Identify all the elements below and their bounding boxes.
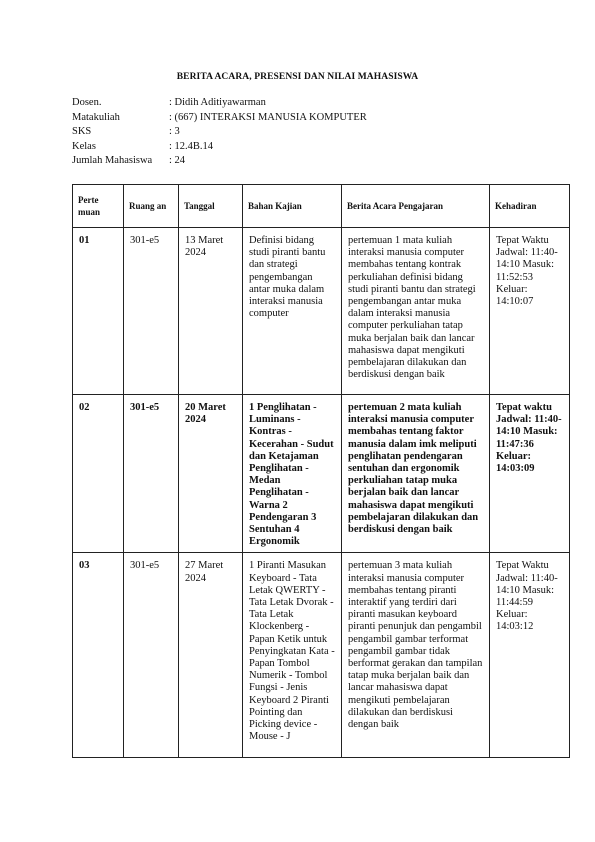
- table-header-row: [73, 185, 570, 228]
- cell-tanggal: 27 Maret 2024: [179, 553, 243, 758]
- info-label: Dosen.: [72, 97, 102, 108]
- info-label: Kelas: [72, 140, 96, 152]
- cell-berita-acara: pertemuan 2 mata kuliah interaksi manusia computer membahas tentang faktor manusia dalam imk meliputi penglihatan pendengaran sentuhan dan ergonomik perkuliahan tatap muka berjalan baik dan lancar mahasiswa dapat mengikuti pembelajaran dilakukan dan berdiskusi dengan baik: [342, 395, 490, 553]
- info-row-kelas: [72, 140, 367, 155]
- cell-pertemuan: 01: [73, 228, 124, 395]
- cell-pertemuan: 03: [73, 553, 124, 758]
- cell-pertemuan: 02: [73, 395, 124, 553]
- attendance-table: [72, 184, 570, 758]
- cell-bahan-kajian: Definisi bidang studi piranti bantu dan strategi pengembangan antar muka dalam interaksi manusia computer: [243, 228, 342, 395]
- info-label: Matakuliah: [72, 111, 120, 123]
- info-row-jumlah-mahasiswa: [72, 154, 367, 169]
- cell-ruangan: 301-e5: [124, 228, 179, 395]
- header-berita-acara: Berita Acara Pengajaran: [342, 185, 490, 228]
- info-value: : (667) INTERAKSI MANUSIA KOMPUTER: [169, 111, 367, 123]
- info-row-dosen: [72, 96, 367, 111]
- info-value: : 24: [169, 155, 186, 166]
- info-row-matakuliah: [72, 111, 367, 126]
- header-tanggal: Tanggal: [179, 185, 243, 228]
- document-title: BERITA ACARA, PRESENSI DAN NILAI MAHASISWA: [176, 72, 419, 82]
- header-bahan-kajian: Bahan Kajian: [243, 185, 342, 228]
- info-value: : Didih Aditiyawarman: [169, 97, 266, 108]
- course-info: [72, 96, 367, 169]
- header-kehadiran: Kehadiran: [490, 185, 570, 228]
- info-label: Jumlah Mahasiswa: [72, 155, 153, 166]
- cell-kehadiran: Tepat Waktu Jadwal: 11:40-14:10 Masuk: 11:44:59 Keluar: 14:03:12: [490, 553, 570, 758]
- cell-ruangan: 301-e5: [124, 395, 179, 553]
- table-row: [73, 395, 570, 553]
- info-value: : 3: [169, 126, 180, 137]
- cell-berita-acara: pertemuan 1 mata kuliah interaksi manusia computer membahas tentang kontrak perkuliahan definisi bidang studi piranti bantu dan strategi pengembangan antar muka dalam interaksi manusia computer perkuliahan tatap muka berjalan baik dan lancar mahasiswa dapat mengikuti pembelajaran dilakukan dan berdiskusi dengan baik: [342, 228, 490, 395]
- table-row: [73, 228, 570, 395]
- table-row: [73, 553, 570, 758]
- cell-ruangan: 301-e5: [124, 553, 179, 758]
- header-pertemuan: Perte muan: [73, 185, 124, 228]
- info-value: : 12.4B.14: [169, 140, 214, 152]
- cell-tanggal: 20 Maret 2024: [179, 395, 243, 553]
- cell-kehadiran: Tepat waktu Jadwal: 11:40-14:10 Masuk: 11:47:36 Keluar: 14:03:09: [490, 395, 570, 553]
- cell-bahan-kajian: 1 Piranti Masukan Keyboard - Tata Letak QWERTY - Tata Letak Dvorak - Tata Letak Klockenberg - Papan Ketik untuk Penyingkatan Kata - Papan Tombol Numerik - Tombol Fungsi - Jenis Keyboard 2 Piranti Pointing dan Picking device - Mouse - J: [243, 553, 342, 758]
- cell-kehadiran: Tepat Waktu Jadwal: 11:40-14:10 Masuk: 11:52:53 Keluar: 14:10:07: [490, 228, 570, 395]
- info-label: SKS: [72, 126, 92, 137]
- cell-tanggal: 13 Maret 2024: [179, 228, 243, 395]
- header-ruangan: Ruang an: [124, 185, 179, 228]
- info-row-sks: [72, 125, 367, 140]
- cell-berita-acara: pertemuan 3 mata kuliah interaksi manusia computer membahas tentang piranti interaktif yang terdiri dari piranti masukan keyboard piranti penunjuk dan pengambil pengambil gambar terformat pengambil gambar tidak berformat gerakan dan tampilan tatap muka berjalan baik dan lancar mahasiswa dapat mengikuti pembelajaran dilakukan dan berdiskusi dengan baik: [342, 553, 490, 758]
- cell-bahan-kajian: 1 Penglihatan - Luminans - Kontras - Kecerahan - Sudut dan Ketajaman Penglihatan - Medan Penglihatan - Warna 2 Pendengaran 3 Sentuhan 4 Ergonomik: [243, 395, 342, 553]
